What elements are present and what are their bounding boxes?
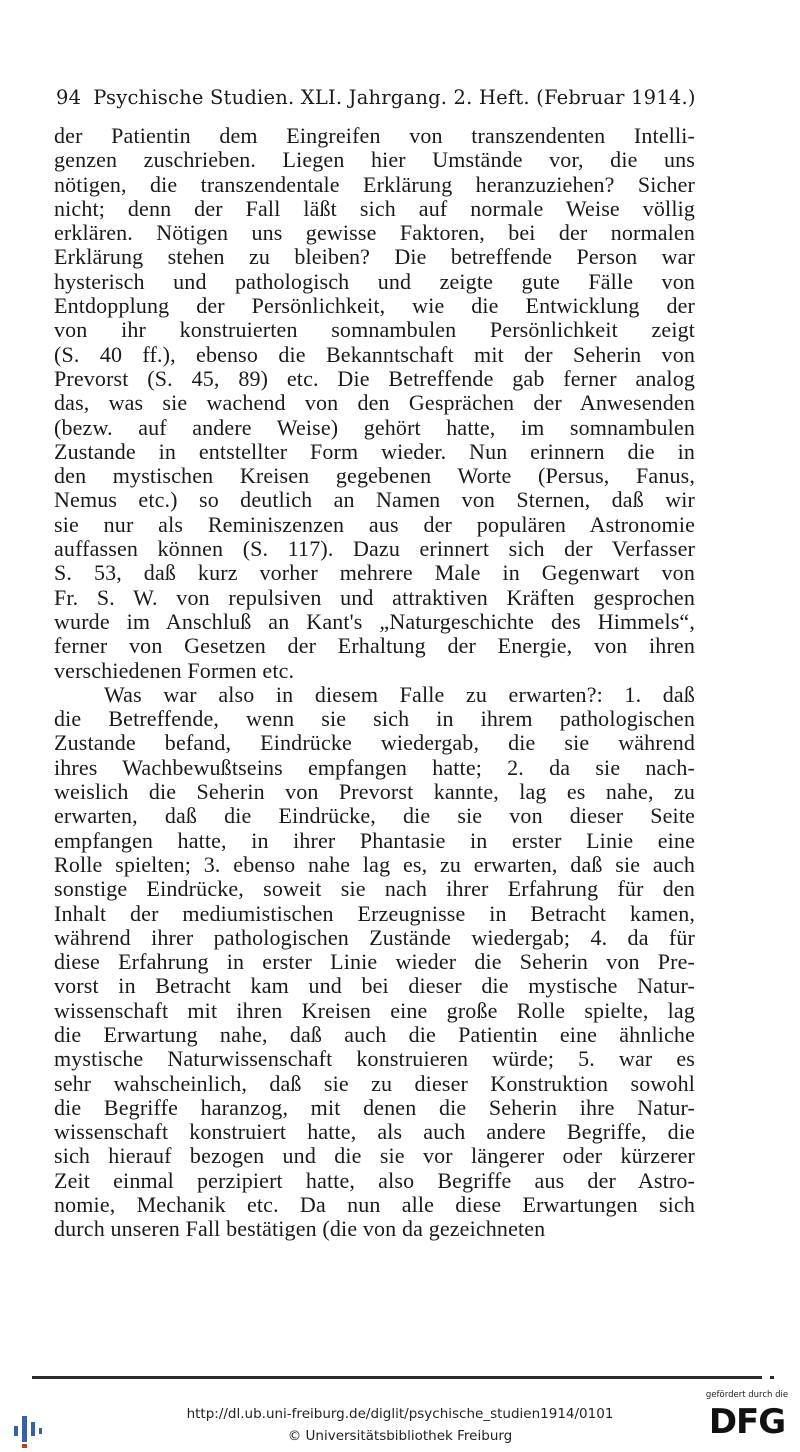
text-line: genzen zuschrieben. Liegen hier Umstände vor, die uns	[54, 147, 695, 173]
footer-divider	[32, 1376, 762, 1379]
text-line: mystische Naturwissenschaft konstruieren würde; 5. war es	[54, 1046, 695, 1072]
text-line: Nemus etc.) so deutlich an Namen von Sternen, daß wir	[54, 487, 695, 513]
text-line: Entdopplung der Persönlichkeit, wie die Entwicklung der	[54, 293, 695, 319]
text-line: nomie, Mechanik etc. Da nun alle diese Erwartungen sich	[54, 1192, 695, 1218]
text-line: Zustande in entstellter Form wieder. Nun erinnern die in	[54, 438, 695, 464]
text-line: die Betreffende, wenn sie sich in ihrem pathologischen	[54, 706, 695, 732]
text-line: den mystischen Kreisen gegebenen Worte (Persus, Fanus,	[54, 463, 695, 489]
text-line: der Patientin dem Eingreifen von transzendenten Intelli-	[54, 123, 695, 148]
source-url[interactable]: http://dl.ub.uni-freiburg.de/diglit/psychische_studien1914/0101	[186, 1406, 614, 1422]
text-line: ihres Wachbewußtseins empfangen hatte; 2. da sie nach-	[54, 754, 695, 780]
page-number: 94	[56, 86, 82, 109]
text-line: Was war also in diesem Falle zu erwarten?: 1. daß	[104, 681, 695, 707]
text-line: (bezw. auf andere Weise) gehört hatte, im somnambulen	[54, 414, 695, 440]
footer	[0, 1384, 800, 1452]
text-line: ferner von Gesetzen der Erhaltung der Energie, von ihren	[54, 633, 695, 659]
text-line: nicht; denn der Fall läßt sich auf normale Weise völlig	[54, 195, 695, 221]
text-line: das, was sie wachend von den Gesprächen der Anwesenden	[54, 390, 695, 416]
text-line: durch unseren Fall bestätigen (die von da gezeichneten	[54, 1216, 546, 1242]
text-line: sie nur als Reminiszenzen aus der populären Astronomie	[54, 511, 695, 537]
dfg-logo-icon	[702, 1390, 792, 1448]
text-line: während ihrer pathologischen Zustände wiedergab; 4. da für	[54, 924, 695, 950]
dfg-wordmark: DFG	[708, 1402, 786, 1442]
text-line: diese Erfahrung in erster Linie wieder die Seherin von Pre-	[54, 949, 695, 975]
text-line: die Erwartung nahe, daß auch die Patientin eine ähnliche	[54, 1021, 695, 1047]
text-line: wurde im Anschluß an Kant's „Naturgeschichte des Himmels“,	[54, 608, 695, 634]
body-text	[54, 124, 695, 1242]
text-line: weislich die Seherin von Prevorst kannte, lag es nahe, zu	[54, 779, 695, 805]
text-line: S. 53, daß kurz vorher mehrere Male in Gegenwart von	[54, 560, 695, 586]
footer-divider-mark	[770, 1376, 774, 1379]
text-line: Fr. S. W. von repulsiven und attraktiven Kräften gesprochen	[54, 584, 695, 610]
text-line: Zustande befand, Eindrücke wiedergab, die sie während	[54, 730, 695, 756]
text-line: (S. 40 ff.), ebenso die Bekanntschaft mit der Seherin von	[54, 341, 695, 367]
text-line: sehr wahscheinlich, daß sie zu dieser Konstruktion sowohl	[54, 1070, 695, 1096]
text-line: erklären. Nötigen uns gewisse Faktoren, bei der normalen	[54, 220, 695, 246]
text-line: Prevorst (S. 45, 89) etc. Die Betreffende gab ferner analog	[54, 365, 695, 391]
copyright-notice: © Universitätsbibliothek Freiburg	[287, 1428, 513, 1444]
text-line: Zeit einmal perzipiert hatte, also Begriffe aus der Astro-	[54, 1167, 695, 1193]
text-line: erwarten, daß die Eindrücke, die sie von dieser Seite	[54, 803, 695, 829]
text-line: empfangen hatte, in ihrer Phantasie in erster Linie eine	[54, 827, 695, 853]
text-line: vorst in Betracht kam und bei dieser die mystische Natur-	[54, 973, 695, 999]
text-line: verschiedenen Formen etc.	[54, 657, 295, 683]
text-line: hysterisch und pathologisch und zeigte gute Fälle von	[54, 268, 695, 294]
running-title: Psychische Studien. XLI. Jahrgang. 2. Heft. (Februar 1914.)	[93, 86, 696, 109]
text-line: sonstige Eindrücke, soweit sie nach ihrer Erfahrung für den	[54, 876, 695, 902]
text-line: die Begriffe haranzog, mit denen die Seherin ihre Natur-	[54, 1094, 695, 1120]
text-line: wissenschaft konstruiert hatte, als auch andere Begriffe, die	[54, 1119, 695, 1145]
text-line: sich hierauf bezogen und die sie vor längerer oder kürzerer	[54, 1143, 695, 1169]
text-line: nötigen, die transzendentale Erklärung heranzuziehen? Sicher	[54, 171, 695, 197]
text-line: von ihr konstruierten somnambulen Persönlichkeit zeigt	[54, 317, 695, 343]
text-line: Erklärung stehen zu bleiben? Die betreffende Person war	[54, 244, 695, 270]
text-line: Rolle spielten; 3. ebenso nahe lag es, zu erwarten, daß sie auch	[54, 851, 695, 877]
text-line: Inhalt der mediumistischen Erzeugnisse in Betracht kamen,	[54, 900, 695, 926]
text-line: auffassen können (S. 117). Dazu erinnert sich der Verfasser	[54, 536, 695, 562]
text-line: wissenschaft mit ihren Kreisen eine große Rolle spielte, lag	[54, 997, 695, 1023]
dfg-caption: gefördert durch die	[705, 1390, 789, 1400]
running-head	[56, 86, 696, 109]
